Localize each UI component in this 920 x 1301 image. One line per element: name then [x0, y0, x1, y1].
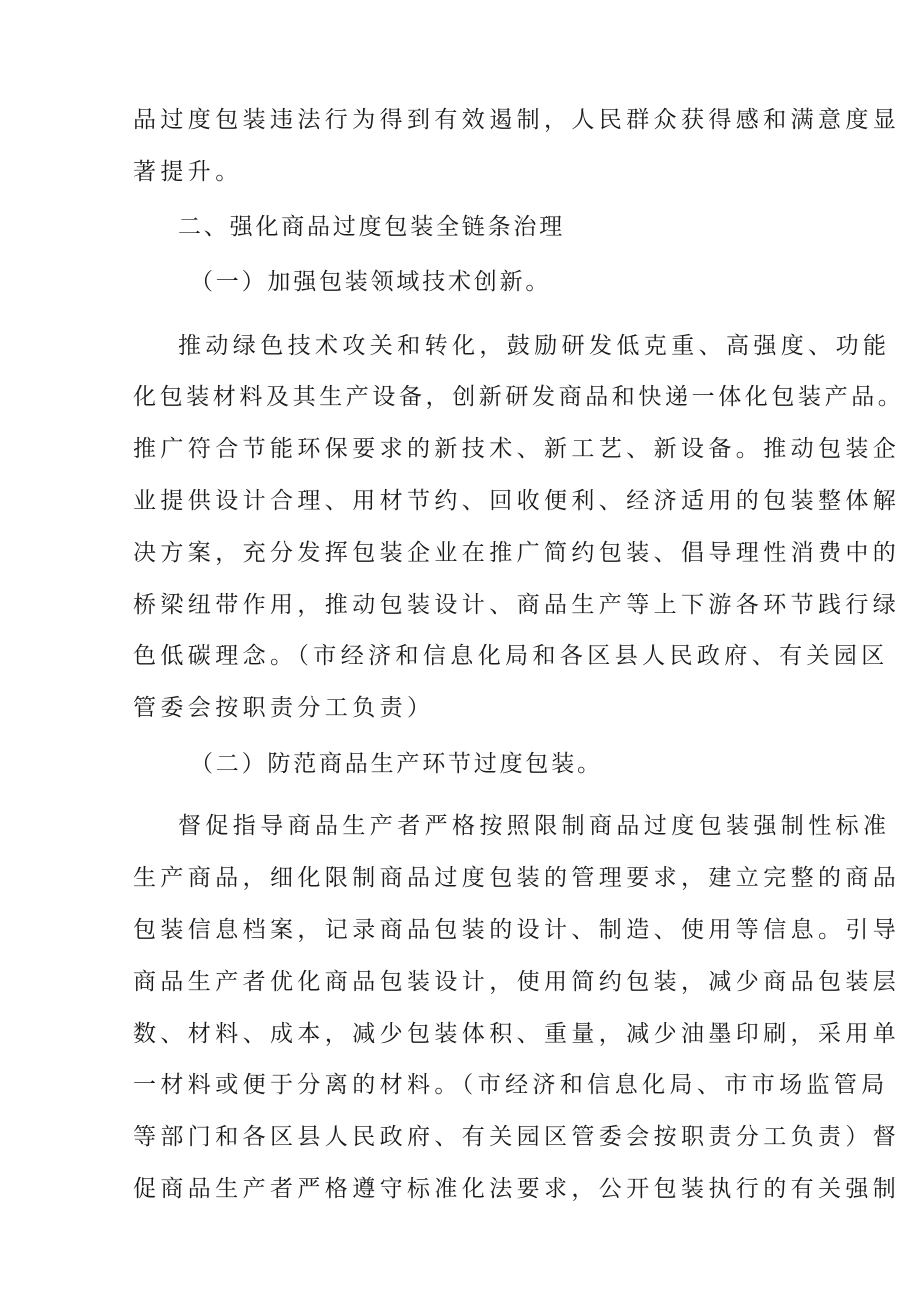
text-line: 化包装材料及其生产设备，创新研发商品和快递一体化包装产品。: [133, 384, 905, 410]
text-line: 推广符合节能环保要求的新技术、新工艺、新设备。推动包装企: [133, 436, 901, 462]
text-line: 等部门和各区县人民政府、有关园区管委会按职责分工负责）督: [133, 1124, 901, 1150]
text-line: 著提升。: [133, 159, 243, 185]
subsection-heading: （一）加强包装领域技术创新。: [190, 269, 552, 295]
text-line: 品过度包装违法行为得到有效遏制，人民群众获得感和满意度显: [133, 107, 901, 133]
text-line: 商品生产者优化商品包装设计，使用简约包装，减少商品包装层: [133, 969, 901, 995]
text-line: 生产商品，细化限制商品过度包装的管理要求，建立完整的商品: [133, 865, 901, 891]
text-line: 业提供设计合理、用材节约、回收便利、经济适用的包装整体解: [133, 488, 901, 514]
text-line: 促商品生产者严格遵守标准化法要求，公开包装执行的有关强制: [133, 1176, 901, 1202]
paragraph-first-line: 督促指导商品生产者严格按照限制商品过度包装强制性标准: [178, 813, 891, 839]
text-line: 包装信息档案，记录商品包装的设计、制造、使用等信息。引导: [133, 917, 901, 943]
text-line: 决方案，充分发挥包装企业在推广简约包装、倡导理性消费中的: [133, 540, 901, 566]
text-line: 数、材料、成本，减少包装体积、重量，减少油墨印刷，采用单: [133, 1021, 901, 1047]
text-line: 管委会按职责分工负责）: [133, 695, 435, 721]
text-line: 桥梁纽带作用，推动包装设计、商品生产等上下游各环节践行绿: [133, 592, 901, 618]
text-line: 一材料或便于分离的材料。（市经济和信息化局、市市场监管局: [133, 1072, 889, 1098]
text-line: 色低碳理念。（市经济和信息化局和各区县人民政府、有关园区: [133, 643, 889, 669]
paragraph-first-line: 推动绿色技术攻关和转化，鼓励研发低克重、高强度、功能: [178, 333, 891, 359]
subsection-heading: （二）防范商品生产环节过度包装。: [190, 751, 603, 777]
section-heading: 二、强化商品过度包装全链条治理: [178, 214, 565, 240]
